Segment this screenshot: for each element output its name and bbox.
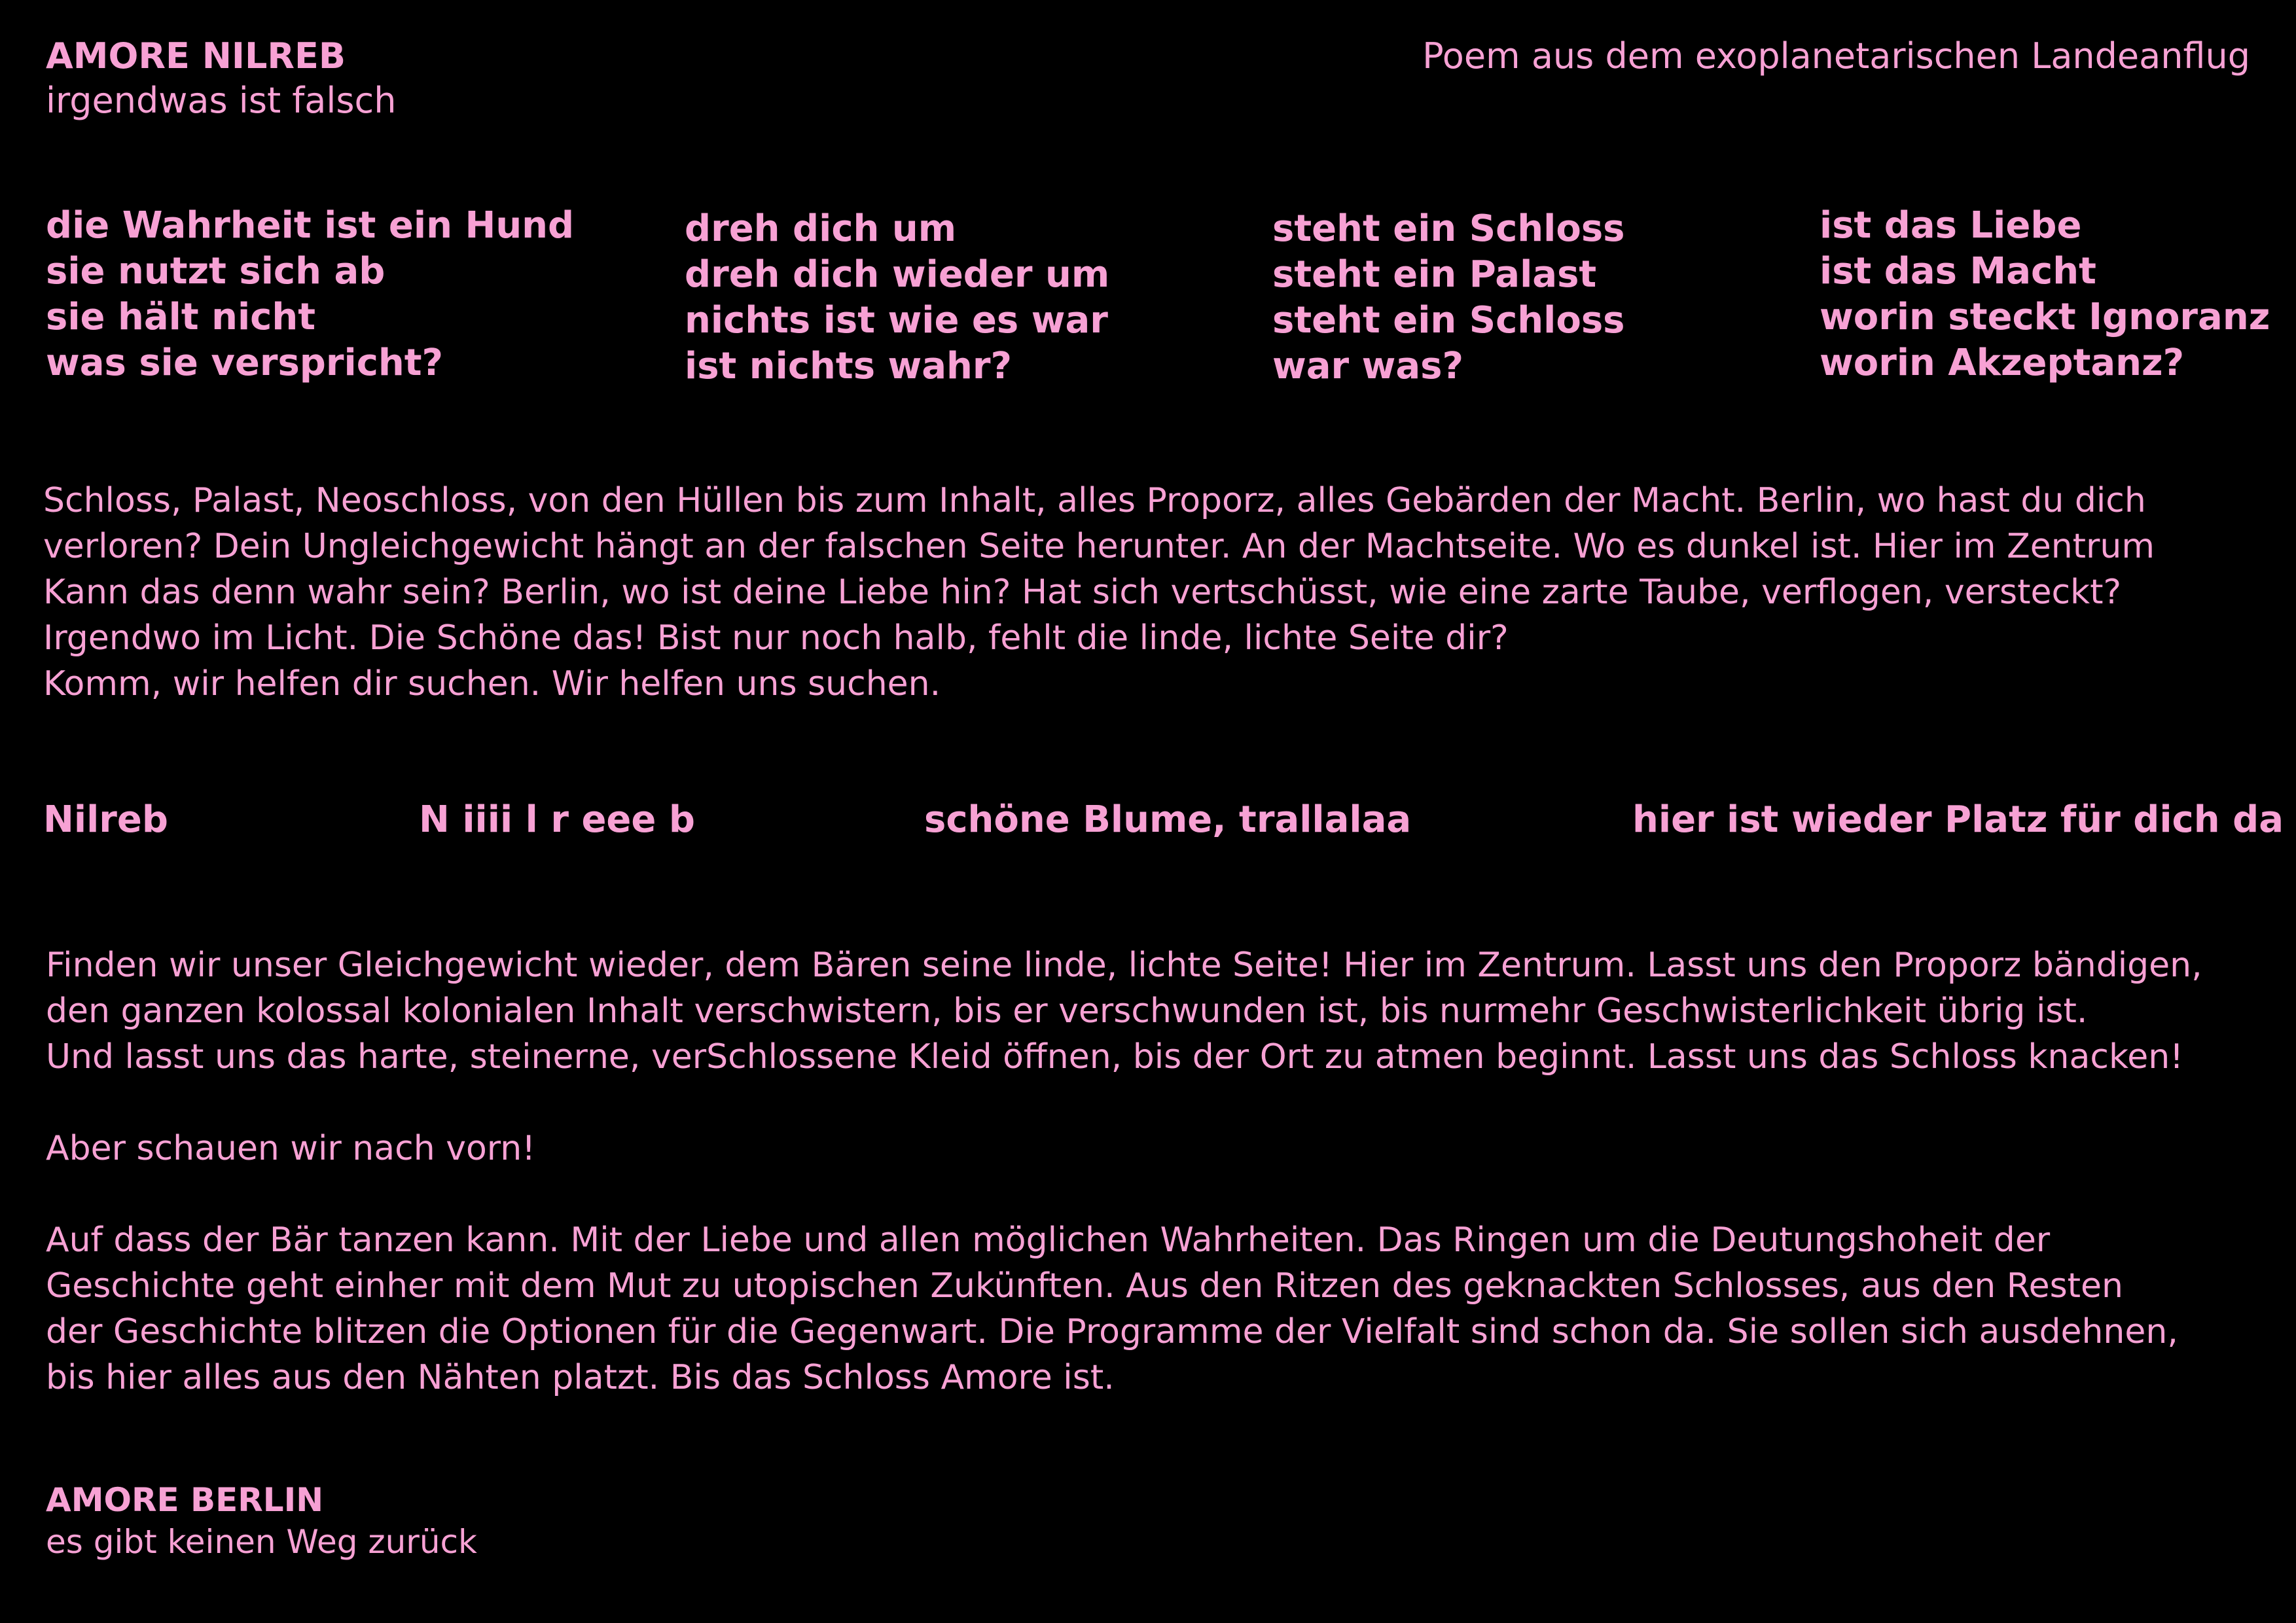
stanza-line: was sie verspricht? xyxy=(46,342,444,384)
prose-line: Aber schauen wir nach vorn! xyxy=(46,1129,536,1168)
header-caption: Poem aus dem exoplanetarischen Landeanflug xyxy=(1422,35,2250,77)
prose-line: Irgendwo im Licht. Die Schöne das! Bist nur noch halb, fehlt die linde, lichte Seite dir? xyxy=(43,618,1509,658)
stanza-line: worin Akzeptanz? xyxy=(1820,342,2185,384)
chorus-item-4: hier ist wieder Platz für dich da xyxy=(1632,798,2284,841)
stanza-line: steht ein Palast xyxy=(1272,253,1597,296)
header-title: AMORE NILREB xyxy=(46,35,346,77)
stanza-1 xyxy=(46,203,574,386)
prose-line: Finden wir unser Gleichgewicht wieder, dem Bären seine linde, lichte Seite! Hier im Zentrum. Lasst uns den Proporz bändigen, xyxy=(46,946,2202,985)
prose-line: bis hier alles aus den Nähten platzt. Bis das Schloss Amore ist. xyxy=(46,1358,1115,1397)
stanza-line: sie nutzt sich ab xyxy=(46,250,386,293)
stanza-3 xyxy=(1272,206,1624,389)
prose-line: Auf dass der Bär tanzen kann. Mit der Liebe und allen möglichen Wahrheiten. Das Ringen um die Deutungshoheit der xyxy=(46,1221,2051,1260)
stanza-line: war was? xyxy=(1272,345,1463,387)
prose-block-3 xyxy=(46,1126,535,1171)
stanza-line: dreh dich wieder um xyxy=(685,253,1110,296)
header-subtitle: irgendwas ist falsch xyxy=(46,80,397,121)
stanza-line: steht ein Schloss xyxy=(1272,299,1625,342)
prose-line: Schloss, Palast, Neoschloss, von den Hüllen bis zum Inhalt, alles Proporz, alles Gebärden der Macht. Berlin, wo hast du dich xyxy=(43,481,2146,520)
stanza-line: sie hält nicht xyxy=(46,296,316,338)
footer-subtitle: es gibt keinen Weg zurück xyxy=(46,1523,477,1561)
stanza-line: nichts ist wie es war xyxy=(685,299,1108,342)
prose-line: Und lasst uns das harte, steinerne, verSchlossene Kleid öffnen, bis der Ort zu atmen beginnt. Lasst uns das Schloss knacken! xyxy=(46,1037,2183,1077)
stanza-line: die Wahrheit ist ein Hund xyxy=(46,204,575,247)
prose-block-2 xyxy=(46,942,2202,1080)
stanza-line: ist das Liebe xyxy=(1820,204,2082,247)
chorus-item-2: N iiii l r eee b xyxy=(419,798,695,841)
prose-line: Geschichte geht einher mit dem Mut zu utopischen Zukünften. Aus den Ritzen des geknackten Schlosses, aus den Resten xyxy=(46,1266,2124,1306)
stanza-line: ist nichts wahr? xyxy=(685,345,1013,387)
prose-line: Kann das denn wahr sein? Berlin, wo ist deine Liebe hin? Hat sich vertschüsst, wie eine zarte Taube, verflogen, versteckt? xyxy=(43,573,2122,612)
chorus-item-1: Nilreb xyxy=(43,798,168,841)
chorus-item-3: schöne Blume, trallalaa xyxy=(924,798,1412,841)
stanza-line: steht ein Schloss xyxy=(1272,207,1625,250)
prose-line: der Geschichte blitzen die Optionen für die Gegenwart. Die Programme der Vielfalt sind schon da. Sie sollen sich ausdehnen, xyxy=(46,1312,2178,1351)
footer-title: AMORE BERLIN xyxy=(46,1481,324,1519)
stanza-2 xyxy=(685,206,1109,389)
prose-line: den ganzen kolossal kolonialen Inhalt verschwistern, bis er verschwunden ist, bis nurmehr Geschwisterlichkeit übrig ist. xyxy=(46,991,2088,1031)
stanza-line: ist das Macht xyxy=(1820,250,2096,293)
prose-line: Komm, wir helfen dir suchen. Wir helfen uns suchen. xyxy=(43,664,941,704)
stanza-line: dreh dich um xyxy=(685,207,957,250)
stanza-4 xyxy=(1820,203,2270,386)
prose-line: verloren? Dein Ungleichgewicht hängt an der falschen Seite herunter. An der Machtseite. Wo es dunkel ist. Hier im Zentrum xyxy=(43,527,2155,566)
prose-block-1 xyxy=(43,478,2155,707)
stanza-line: worin steckt Ignoranz xyxy=(1820,296,2270,338)
prose-block-4 xyxy=(46,1217,2178,1400)
